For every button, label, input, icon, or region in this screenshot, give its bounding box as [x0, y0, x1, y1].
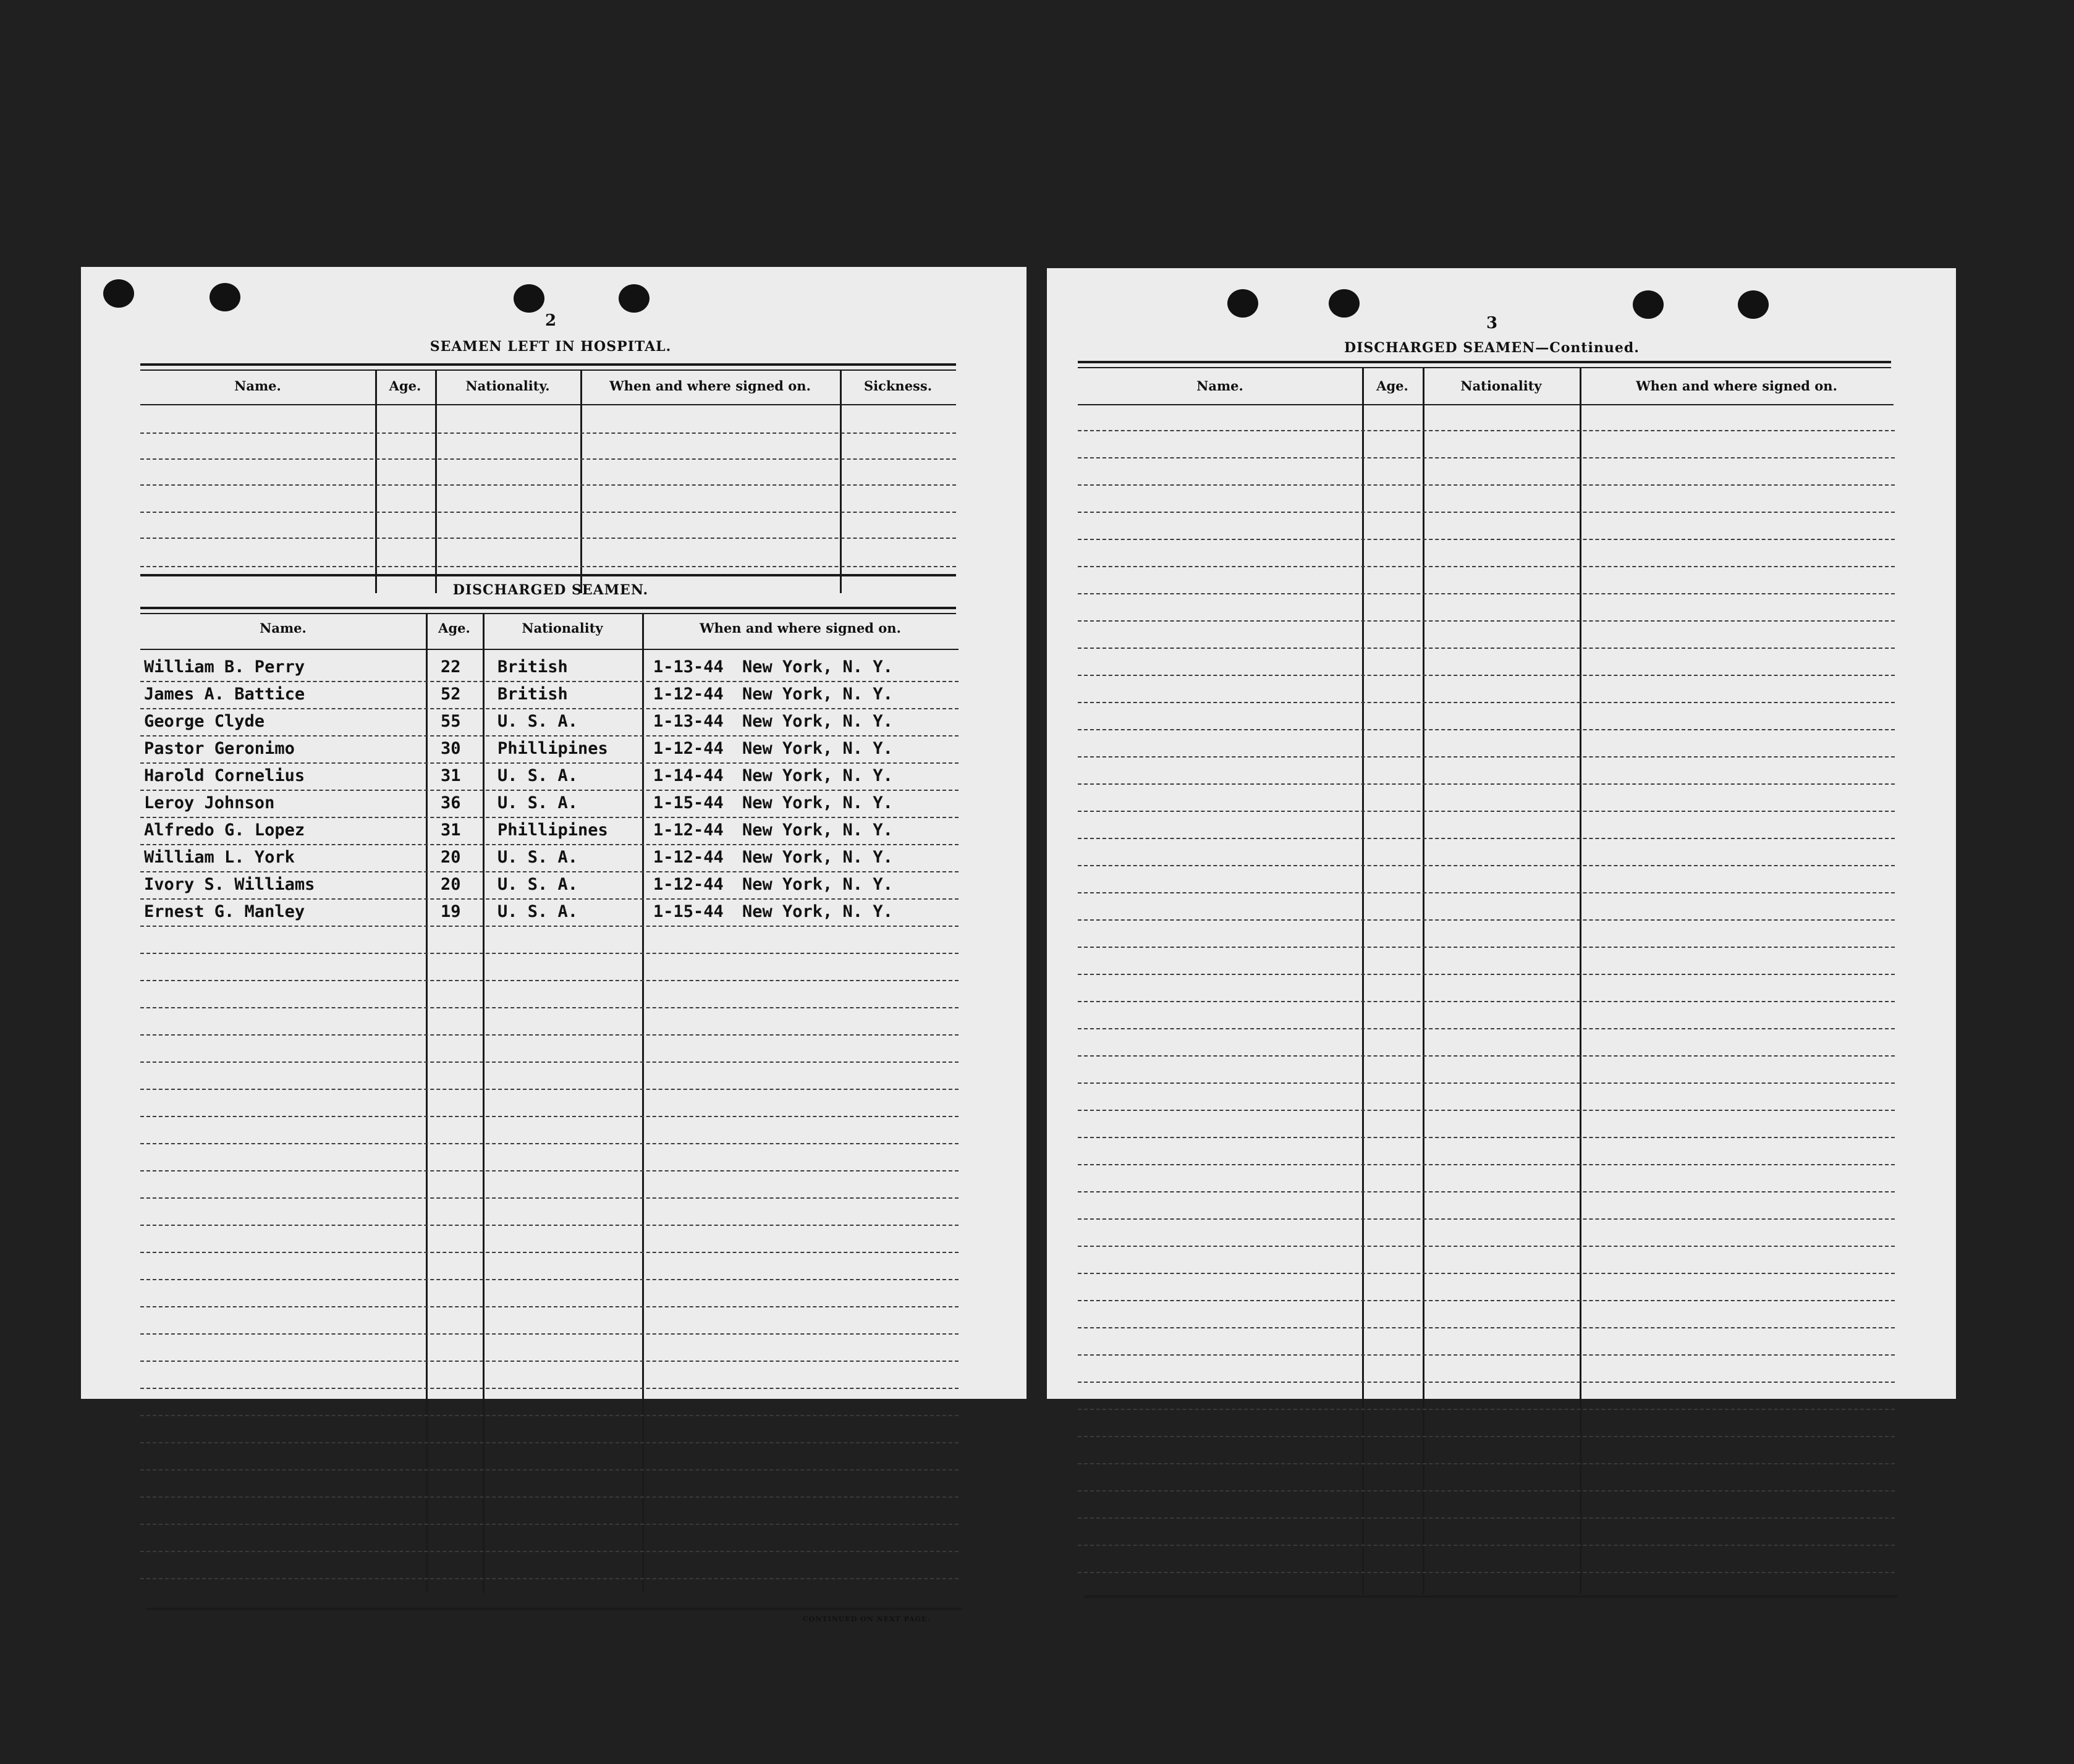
- row-line: [140, 1333, 959, 1335]
- row-line: [140, 1089, 959, 1090]
- cell-place: New York, N. Y.: [742, 902, 893, 921]
- punch-hole: [103, 279, 134, 308]
- cell-name: George Clyde: [144, 712, 265, 731]
- row-line: [140, 708, 959, 709]
- cell-name: Harold Cornelius: [144, 766, 305, 785]
- discharged-section-title: DISCHARGED SEAMEN.: [452, 582, 649, 598]
- row-line: [140, 898, 959, 900]
- col-header-nationality: Nationality.: [465, 378, 550, 394]
- row-line: [140, 512, 956, 513]
- cell-place: New York, N. Y.: [742, 657, 893, 677]
- row-line: [140, 1388, 959, 1389]
- cell-nationality: U. S. A.: [497, 848, 578, 867]
- cell-place: New York, N. Y.: [742, 848, 893, 867]
- cell-place: New York, N. Y.: [742, 875, 893, 894]
- column-divider: [1362, 367, 1364, 1594]
- col-header-age: Age.: [438, 620, 470, 636]
- row-line: [140, 735, 959, 736]
- col-header-signed-on: When and where signed on.: [700, 620, 901, 636]
- table-rule: [1078, 404, 1894, 405]
- table-rule: [1078, 361, 1891, 363]
- row-line: [140, 871, 959, 872]
- cell-place: New York, N. Y.: [742, 739, 893, 758]
- cell-date: 1-13-44: [653, 657, 724, 677]
- row-line: [1078, 1382, 1895, 1383]
- row-line: [1078, 947, 1895, 948]
- row-line: [1078, 1273, 1895, 1274]
- row-line: [140, 1197, 959, 1199]
- continued-note: CONTINUED ON NEXT PAGE.: [803, 1615, 931, 1623]
- cell-nationality: U. S. A.: [497, 712, 578, 731]
- table-rule: [1084, 1595, 1897, 1598]
- row-line: [1078, 1164, 1895, 1165]
- row-line: [140, 1306, 959, 1307]
- col-header-name: Name.: [234, 378, 281, 394]
- column-divider: [1423, 367, 1424, 1594]
- cell-place: New York, N. Y.: [742, 793, 893, 812]
- row-line: [1078, 566, 1895, 567]
- cell-name: William B. Perry: [144, 657, 305, 677]
- row-line: [1078, 729, 1895, 730]
- row-line: [1078, 1191, 1895, 1192]
- row-line: [140, 790, 959, 791]
- row-line: [1078, 430, 1895, 431]
- row-line: [1078, 1327, 1895, 1328]
- cell-age: 36: [441, 793, 461, 812]
- row-line: [1078, 620, 1895, 622]
- row-line: [1078, 1409, 1895, 1410]
- row-line: [1078, 1463, 1895, 1464]
- cell-date: 1-12-44: [653, 739, 724, 758]
- row-line: [1078, 892, 1895, 893]
- row-line: [140, 762, 959, 764]
- cell-place: New York, N. Y.: [742, 821, 893, 840]
- col-header-age: Age.: [1376, 378, 1408, 394]
- col-header-signed-on: When and where signed on.: [1636, 378, 1837, 394]
- row-line: [140, 1524, 959, 1525]
- cell-nationality: British: [497, 657, 568, 677]
- row-line: [140, 1551, 959, 1552]
- table-rule: [140, 404, 956, 405]
- cell-age: 52: [441, 685, 461, 704]
- cell-date: 1-13-44: [653, 712, 724, 731]
- table-rule: [140, 613, 956, 614]
- cell-name: Leroy Johnson: [144, 793, 275, 812]
- cell-age: 30: [441, 739, 461, 758]
- col-header-name: Name.: [260, 620, 307, 636]
- cell-age: 19: [441, 902, 461, 921]
- column-divider: [1580, 367, 1581, 1594]
- page-number: 3: [1486, 314, 1498, 332]
- row-line: [1078, 919, 1895, 921]
- page-number: 2: [544, 311, 557, 330]
- cell-name: Ivory S. Williams: [144, 875, 315, 894]
- column-divider: [642, 613, 644, 1593]
- column-divider: [375, 369, 377, 593]
- cell-age: 55: [441, 712, 461, 731]
- row-line: [140, 817, 959, 818]
- row-line: [1078, 1218, 1895, 1220]
- cell-nationality: British: [497, 685, 568, 704]
- right-page: [1047, 268, 1956, 1399]
- row-line: [140, 1442, 959, 1443]
- punch-hole: [1329, 289, 1360, 318]
- row-line: [1078, 974, 1895, 975]
- cell-date: 1-15-44: [653, 902, 724, 921]
- cell-date: 1-14-44: [653, 766, 724, 785]
- row-line: [140, 1469, 959, 1471]
- column-divider: [483, 613, 485, 1593]
- cell-nationality: Phillipines: [497, 821, 608, 840]
- row-line: [1078, 1572, 1895, 1573]
- row-line: [1078, 783, 1895, 785]
- row-line: [1078, 1517, 1895, 1519]
- row-line: [1078, 865, 1895, 866]
- row-line: [140, 1007, 959, 1008]
- row-line: [140, 1225, 959, 1226]
- cell-nationality: U. S. A.: [497, 793, 578, 812]
- cell-date: 1-12-44: [653, 848, 724, 867]
- row-line: [1078, 1110, 1895, 1111]
- punch-hole: [210, 283, 240, 311]
- cell-name: Alfredo G. Lopez: [144, 821, 305, 840]
- cell-age: 20: [441, 875, 461, 894]
- row-line: [1078, 756, 1895, 758]
- row-line: [140, 1496, 959, 1498]
- cell-age: 20: [441, 848, 461, 867]
- cell-name: Pastor Geronimo: [144, 739, 295, 758]
- row-line: [1078, 838, 1895, 839]
- row-line: [140, 538, 956, 539]
- cell-nationality: U. S. A.: [497, 766, 578, 785]
- row-line: [1078, 1436, 1895, 1437]
- row-line: [1078, 1055, 1895, 1057]
- row-line: [140, 458, 956, 460]
- row-line: [1078, 484, 1895, 486]
- punch-hole: [514, 284, 544, 313]
- row-line: [1078, 675, 1895, 676]
- column-divider: [840, 369, 842, 593]
- cell-date: 1-12-44: [653, 875, 724, 894]
- row-line: [140, 926, 959, 927]
- row-line: [1078, 1137, 1895, 1138]
- col-header-name: Name.: [1196, 378, 1243, 394]
- cell-date: 1-15-44: [653, 793, 724, 812]
- cell-age: 31: [441, 821, 461, 840]
- row-line: [140, 484, 956, 486]
- cell-place: New York, N. Y.: [742, 685, 893, 704]
- row-line: [140, 1170, 959, 1171]
- left-page: [81, 267, 1026, 1623]
- row-line: [1078, 539, 1895, 540]
- cell-name: James A. Battice: [144, 685, 305, 704]
- cell-date: 1-12-44: [653, 685, 724, 704]
- row-line: [140, 1361, 959, 1362]
- cell-place: New York, N. Y.: [742, 766, 893, 785]
- column-divider: [580, 369, 582, 593]
- row-line: [1078, 1354, 1895, 1356]
- col-header-nationality: Nationality: [1460, 378, 1542, 394]
- row-line: [1078, 702, 1895, 703]
- table-rule: [146, 1608, 962, 1610]
- row-line: [1078, 1028, 1895, 1029]
- column-divider: [435, 369, 437, 593]
- cell-name: Ernest G. Manley: [144, 902, 305, 921]
- punch-hole: [1227, 289, 1258, 318]
- col-header-signed-on: When and where signed on.: [609, 378, 811, 394]
- row-line: [1078, 1490, 1895, 1492]
- row-line: [1078, 1545, 1895, 1546]
- row-line: [1078, 1246, 1895, 1247]
- row-line: [1078, 648, 1895, 649]
- col-header-nationality: Nationality: [522, 620, 603, 636]
- row-line: [140, 953, 959, 954]
- cell-date: 1-12-44: [653, 821, 724, 840]
- hospital-section-title: SEAMEN LEFT IN HOSPITAL.: [430, 339, 672, 355]
- row-line: [140, 566, 956, 567]
- discharged-continued-title: DISCHARGED SEAMEN—Continued.: [1344, 340, 1640, 356]
- cell-age: 22: [441, 657, 461, 677]
- row-line: [140, 1143, 959, 1144]
- cell-place: New York, N. Y.: [742, 712, 893, 731]
- cell-nationality: U. S. A.: [497, 875, 578, 894]
- punch-hole: [619, 284, 650, 313]
- row-line: [140, 1279, 959, 1280]
- row-line: [140, 433, 956, 434]
- row-line: [1078, 811, 1895, 812]
- table-rule: [140, 363, 956, 366]
- table-rule: [1078, 367, 1891, 368]
- table-rule: [140, 369, 956, 371]
- row-line: [1078, 1300, 1895, 1301]
- row-line: [140, 681, 959, 682]
- row-line: [1078, 512, 1895, 513]
- table-rule: [140, 574, 956, 576]
- row-line: [140, 1034, 959, 1036]
- cell-name: William L. York: [144, 848, 295, 867]
- row-line: [1078, 457, 1895, 458]
- row-line: [140, 1415, 959, 1416]
- row-line: [140, 844, 959, 845]
- row-line: [1078, 1082, 1895, 1084]
- table-rule: [140, 649, 959, 650]
- punch-hole: [1633, 290, 1664, 319]
- row-line: [140, 1116, 959, 1117]
- cell-age: 31: [441, 766, 461, 785]
- row-line: [140, 1061, 959, 1063]
- row-line: [140, 1252, 959, 1253]
- row-line: [140, 1578, 959, 1579]
- table-rule: [140, 607, 956, 609]
- column-divider: [426, 613, 428, 1593]
- col-header-age: Age.: [389, 378, 421, 394]
- row-line: [140, 980, 959, 981]
- col-header-sickness: Sickness.: [863, 378, 933, 394]
- punch-hole: [1738, 290, 1769, 319]
- cell-nationality: Phillipines: [497, 739, 608, 758]
- row-line: [1078, 1001, 1895, 1002]
- row-line: [1078, 593, 1895, 594]
- cell-nationality: U. S. A.: [497, 902, 578, 921]
